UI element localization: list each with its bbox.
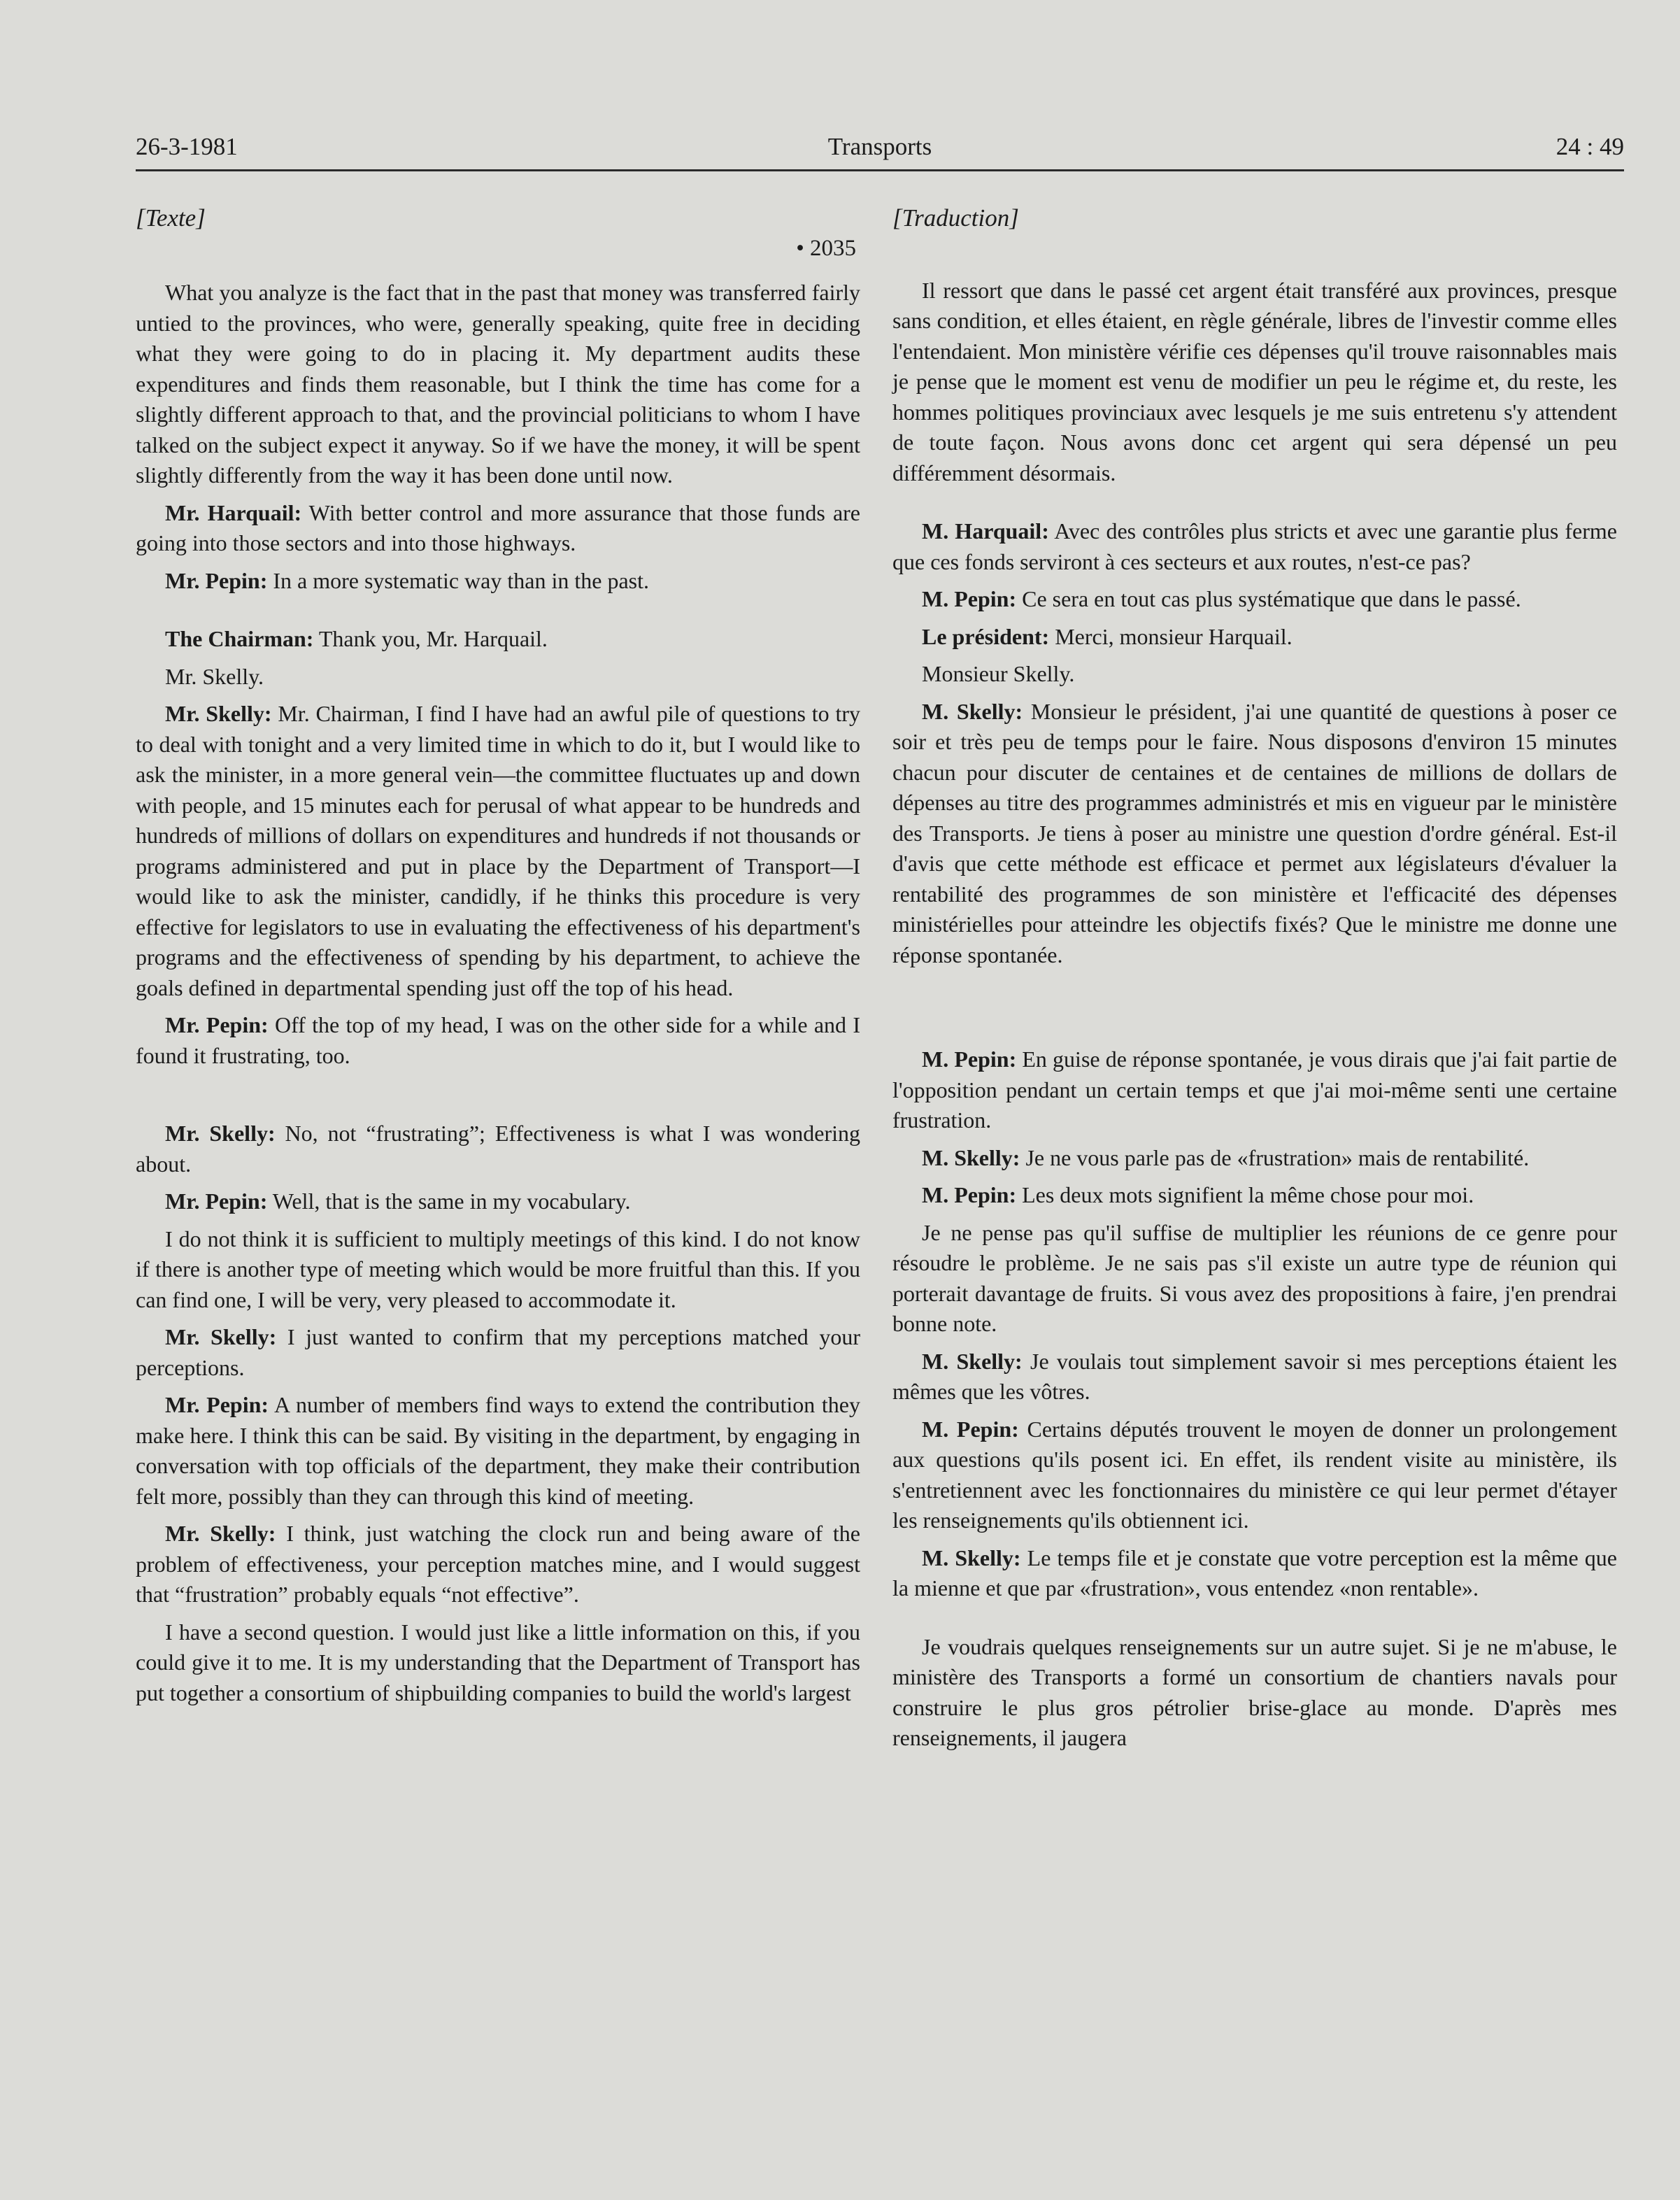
speech-text: Monsieur le président, j'ai une quantité de questions à poser ce soir et très peu de temps pour le faire. Nous disposons d'environ 15 minutes chacun pour discuter de centaines et de centaines de millions de dollars de dépenses au titre des programmes administrés et mis en vigueur par le ministère des Transports. Je tiens à poser au ministre une question d'ordre général. Est-il d'avis que cette méthode est efficace et permet aux législateurs d'évaluer la rentabilité des programmes de son ministère et l'efficacité des dépenses ministérielles pour atteindre les objectifs fixés? Que le ministre me donne une réponse spontanée.: [892, 698, 1618, 967]
speech-text: No, not “frustrating”; Effectiveness is what I was wondering about.: [136, 1121, 861, 1177]
speech-paragraph: [136, 566, 860, 597]
speaker-name: Le président:: [922, 623, 1050, 649]
speech-text: A number of members find ways to extend the contribution they make here. I think this can be said. By visiting in the department, by engaging in conversation with top officials of the department, they make their contribution felt more, possibly than they can through this kind of meeting.: [136, 1392, 860, 1509]
speech-paragraph: [892, 584, 1617, 615]
speaker-name: M. Skelly:: [922, 1144, 1020, 1170]
column-label-texte: [Texte]: [136, 204, 206, 232]
speech-text: Les deux mots signifient la même chose pour moi.: [1016, 1182, 1474, 1207]
speech-paragraph: [136, 1186, 860, 1217]
speech-paragraph: [892, 1414, 1617, 1536]
speech-text: Le temps file et je constate que votre perception est la même que la mienne et que par «frustration», vous entendez «non rentable».: [892, 1545, 1618, 1601]
speech-paragraph: [136, 1322, 860, 1383]
speaker-name: The Chairman:: [165, 626, 314, 651]
speech-text: Avec des contrôles plus stricts et avec une garantie plus ferme que ces fonds serviront à ces secteurs et aux routes, n'est-ce pas?: [892, 518, 1618, 574]
speech-text: Merci, monsieur Harquail.: [1049, 623, 1293, 649]
speaker-name: M. Skelly:: [922, 698, 1023, 724]
speech-text: I just wanted to confirm that my perceptions matched your perceptions.: [136, 1324, 861, 1380]
speaker-name: M. Skelly:: [922, 1545, 1021, 1570]
speech-text: Off the top of my head, I was on the other side for a while and I found it frustrating, too.: [136, 1012, 861, 1068]
speech-paragraph: [892, 1543, 1617, 1604]
speech-text: Je voulais tout simplement savoir si mes perceptions étaient les mêmes que les vôtres.: [892, 1348, 1618, 1404]
paragraph: What you analyze is the fact that in the past that money was transferred fairly untied to the provinces, who were, generally speaking, quite free in deciding what they were going to do in placing it. My department audits these expenditures and finds them reasonable, but I think the time has come for a slightly different approach to that, and the provincial politicians to whom I have talked on the subject expect it anyway. So if we have the money, it will be spent slightly differently from the way it has been done until now.: [136, 280, 860, 488]
speaker-name: M. Pepin:: [922, 586, 1017, 611]
speaker-name: Mr. Skelly:: [165, 1121, 276, 1146]
speech-paragraph: [136, 1390, 860, 1512]
speech-paragraph: [892, 1143, 1617, 1174]
speech-paragraph: [892, 1347, 1617, 1407]
speech-paragraph: [892, 622, 1617, 653]
speech-paragraph: [136, 1010, 860, 1071]
speaker-name: Mr. Skelly:: [165, 1324, 277, 1349]
speech-paragraph: [136, 1119, 860, 1179]
speech-text: Certains députés trouvent le moyen de donner un prolongement aux questions qu'ils posent ici. En effet, ils rendent visite au ministère, ils s'entretiennent avec les fonctionnaires du ministère ce qui leur permet d'étayer les renseignements qu'ils obtiennent ici.: [892, 1416, 1618, 1533]
speaker-name: Mr. Pepin:: [165, 1012, 269, 1037]
header-title: Transports: [827, 133, 932, 160]
speech-paragraph: [892, 697, 1617, 971]
french-column: [892, 203, 1617, 1761]
speaker-name: Mr. Pepin:: [165, 1188, 268, 1214]
speech-paragraph: [136, 1519, 860, 1610]
speaker-name: Mr. Pepin:: [165, 1392, 269, 1417]
speech-paragraph: [892, 1180, 1617, 1211]
speech-text: Ce sera en tout cas plus systématique que dans le passé.: [1016, 586, 1521, 611]
speech-text: I think, just watching the clock run and being aware of the problem of effectiveness, your perception matches mine, and I would suggest that “frustration” probably equals “not effective”.: [136, 1521, 861, 1607]
speech-paragraph: [136, 699, 860, 1003]
header-page-number: 24 : 49: [1556, 133, 1624, 160]
speech-text: En guise de réponse spontanée, je vous dirais que j'ai fait partie de l'opposition pendant un certain temps et que j'ai moi-même senti une certaine frustration.: [892, 1046, 1618, 1133]
speaker-name: Mr. Harquail:: [165, 499, 302, 525]
speaker-name: M. Pepin:: [922, 1046, 1017, 1072]
page-header: [136, 130, 1624, 171]
paragraph: Mr. Skelly.: [165, 663, 264, 689]
speech-text: With better control and more assurance that those funds are going into those sectors and into those highways.: [136, 499, 861, 555]
paragraph: Il ressort que dans le passé cet argent était transféré aux provinces, presque sans condition, et elles étaient, en règle générale, libres de l'investir comme elles l'entendaient. Mon ministère vérifie ces dépenses qu'il trouve raisonnables mais je pense que le moment est venu de modifier un peu le régime et, du reste, les hommes politiques provinciaux avec lesquels je me suis entretenu s'y attendent de toute façon. Nous avons donc cet argent qui sera dépensé un peu différemment désormais.: [892, 277, 1617, 485]
speaker-name: M. Skelly:: [922, 1348, 1023, 1374]
speech-text: Mr. Chairman, I find I have had an awful pile of questions to try to deal with tonight and a very limited time in which to do it, but I would like to ask the minister, in a more general vein—the committee fluctuates up and down with people, and 15 minutes each for perusal of what appear to be hundreds and hundreds of millions of dollars on expenditures and hundreds if not thousands or programs administered and put in place by the Department of Transport—I would like to ask the minister, candidly, if he thinks this procedure is very effective for legislators to use in evaluating the effectiveness of his department's programs and the effectiveness of spending by his department, to achieve the goals defined in departmental spending just off the top of his head.: [136, 701, 861, 1000]
paragraph: Je voudrais quelques renseignements sur un autre sujet. Si je ne m'abuse, le ministère des Transports a formé un consortium de chantiers navals pour construire le plus gros pétrolier brise-glace au monde. D'après mes renseignements, il jaugera: [892, 1633, 1617, 1750]
speech-paragraph: [136, 498, 860, 559]
speaker-name: Mr. Skelly:: [165, 701, 272, 726]
speech-paragraph: [892, 1044, 1617, 1136]
header-date: 26-3-1981: [136, 133, 238, 160]
speaker-name: Mr. Skelly:: [165, 1521, 276, 1546]
speech-paragraph: [892, 516, 1617, 577]
speech-paragraph: [136, 624, 860, 655]
speech-text: In a more systematic way than in the past.: [267, 567, 649, 593]
speaker-name: M. Harquail:: [922, 518, 1049, 544]
speaker-name: M. Pepin:: [922, 1182, 1017, 1207]
speech-text: Thank you, Mr. Harquail.: [313, 626, 548, 651]
paragraph: I have a second question. I would just like a little information on this, if you could give it to me. It is my understanding that the Department of Transport has put together a consortium of shipbuilding companies to build the world's largest: [136, 1619, 860, 1705]
speech-text: Well, that is the same in my vocabulary.: [267, 1188, 631, 1214]
paragraph: I do not think it is sufficient to multiply meetings of this kind. I do not know if there is another type of meeting which would be more fruitful than this. If you can find one, I will be very, very pleased to accommodate it.: [136, 1226, 860, 1312]
column-label-traduction: [Traduction]: [892, 204, 1019, 232]
english-column: [136, 203, 860, 1715]
speaker-name: Mr. Pepin:: [165, 567, 268, 593]
paragraph: Je ne pense pas qu'il suffise de multiplier les réunions de ce genre pour résoudre le problème. Je ne sais pas s'il existe un autre type de réunion qui porterait davantage de fruits. Si vous avez des propositions à faire, j'en prendrai bonne note.: [892, 1219, 1617, 1336]
paragraph: Monsieur Skelly.: [922, 661, 1075, 686]
speaker-name: M. Pepin:: [922, 1416, 1019, 1442]
speech-text: Je ne vous parle pas de «frustration» mais de rentabilité.: [1020, 1144, 1530, 1170]
time-marker: • 2035: [796, 235, 856, 261]
